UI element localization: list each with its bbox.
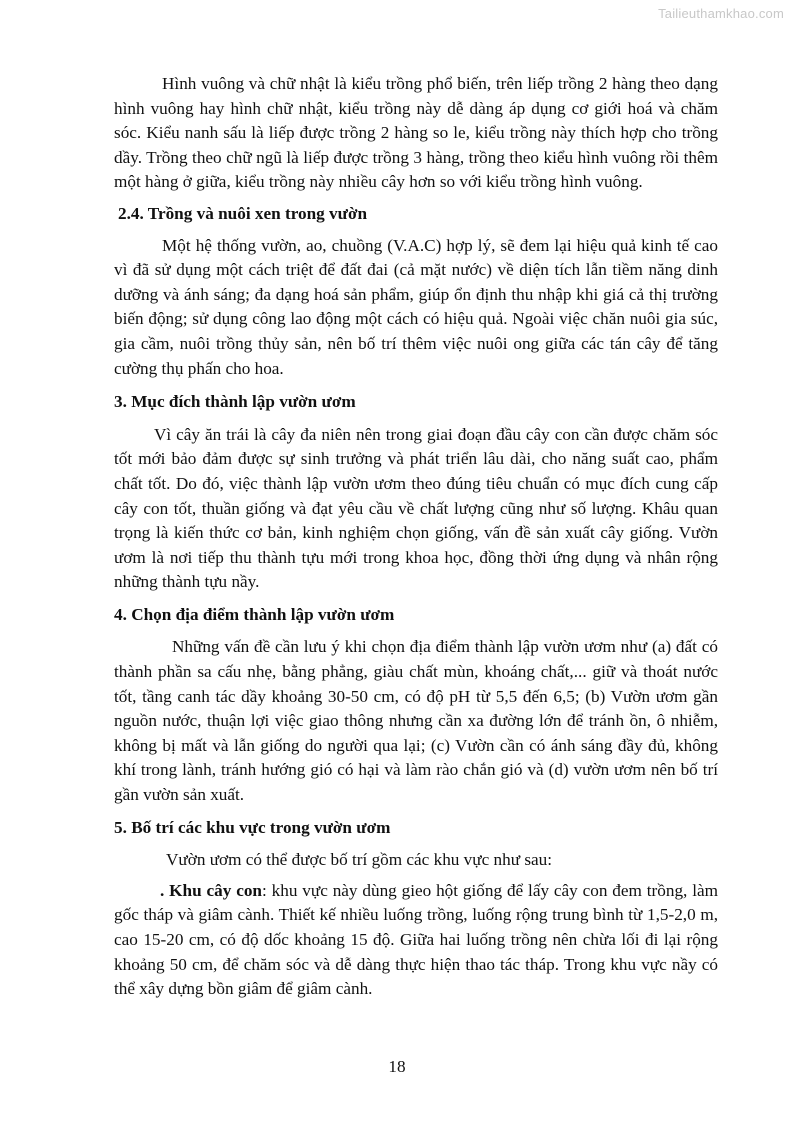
- heading-nursery-location: 4. Chọn địa điểm thành lập vườn ươm: [114, 604, 395, 624]
- seedling-area-label: . Khu cây con: [160, 880, 262, 900]
- paragraph-planting-patterns: Hình vuông và chữ nhật là kiểu trồng phổ biến, trên liếp trồng 2 hàng theo dạng hình vuông hay hình chữ nhật, kiểu trồng này dễ dàng áp dụng cơ giới hoá và chăm sóc. Kiểu nanh sấu là liếp được trồng 2 hàng so le, kiểu trồng này thích hợp cho trồng dầy. Trồng theo chữ ngũ là liếp được trồng 3 hàng, trồng theo kiểu hình vuông rồi thêm một hàng ở giữa, kiểu trồng này nhiều cây hơn so với kiểu trồng hình vuông.: [114, 74, 718, 192]
- heading-intercropping: 2.4. Trồng và nuôi xen trong vườn: [118, 203, 368, 223]
- paragraph-layout-intro: Vườn ươm có thể được bố trí gồm các khu vực như sau:: [166, 850, 553, 870]
- paragraph-seedling-area: [114, 879, 718, 1002]
- paragraph-nursery-location: Những vấn đề cần lưu ý khi chọn địa điểm thành lập vườn ươm như (a) đất có thành phần sa cấu nhẹ, bằng phẳng, giàu chất mùn, khoáng chất,... giữ và thoát nước tốt, tầng canh tác dầy khoảng 30-50 cm, có độ pH từ 5,5 đến 6,5; (b) Vườn ươm gần nguồn nước, thuận lợi việc giao thông nhưng cần xa đường lớn để tránh ồn, ô nhiễm, không bị mất và lẫn giống do người qua lại; (c) Vườn cần có ánh sáng đầy đủ, không khí trong lành, tránh hướng gió có hại và làm rào chắn gió và (d) vườn ươm nên bố trí gần vườn sản xuất.: [114, 637, 718, 805]
- paragraph-vac-system: Một hệ thống vườn, ao, chuồng (V.A.C) hợp lý, sẽ đem lại hiệu quả kinh tế cao vì đã sử dụng một cách triệt để đất đai (cả mặt nước) về diện tích lẫn tiềm năng dinh dưỡng và ánh sáng; đa dạng hoá sản phẩm, giúp ổn định thu nhập khi giá cả thị trường biến động; sử dụng công lao động một cách có hiệu quả. Ngoài việc chăn nuôi gia súc, gia cầm, nuôi trồng thủy sản, nên bố trí thêm việc nuôi ong giữa các tán cây để tăng cường thụ phấn cho hoa.: [114, 235, 718, 378]
- document-page: [114, 72, 718, 1002]
- heading-nursery-layout: 5. Bố trí các khu vực trong vườn ươm: [114, 817, 391, 837]
- seedling-area-text: : khu vực này dùng gieo hột giống để lấy cây con đem trồng, làm gốc tháp và giâm cành. Thiết kế nhiều luống trồng, luống rộng trung bình từ 1,5-2,0 m, cao 15-20 cm, có độ dốc khoảng 15 độ. Giữa hai luống trồng nên chừa lối đi lại rộng khoảng 50 cm, để chăm sóc và dễ dàng thực hiện thao tác tháp. Trong khu vực nầy có thể xây dựng bồn giâm để giâm cành.: [114, 880, 718, 999]
- page-number: 18: [388, 1057, 406, 1076]
- heading-nursery-purpose: 3. Mục đích thành lập vườn ươm: [114, 392, 356, 412]
- paragraph-nursery-purpose: Vì cây ăn trái là cây đa niên nên trong giai đoạn đầu cây con cần được chăm sóc tốt mới bảo đảm được sự sinh trưởng và phát triển lâu dài, cho năng suất cao, phẩm chất tốt. Do đó, việc thành lập vườn ươm theo đúng tiêu chuẩn có mục đích cung cấp cây con tốt, thuần giống và đạt yêu cầu về chất lượng cũng như số lượng. Khâu quan trọng là kiến thức cơ bản, kinh nghiệm chọn giống, vấn đề sản xuất cây giống. Vườn ươm là nơi tiếp thu thành tựu mới trong khoa học, đồng thời ứng dụng và nhân rộng những thành tựu nầy.: [114, 424, 718, 592]
- watermark-text: Tailieuthamkhao.com: [658, 6, 784, 21]
